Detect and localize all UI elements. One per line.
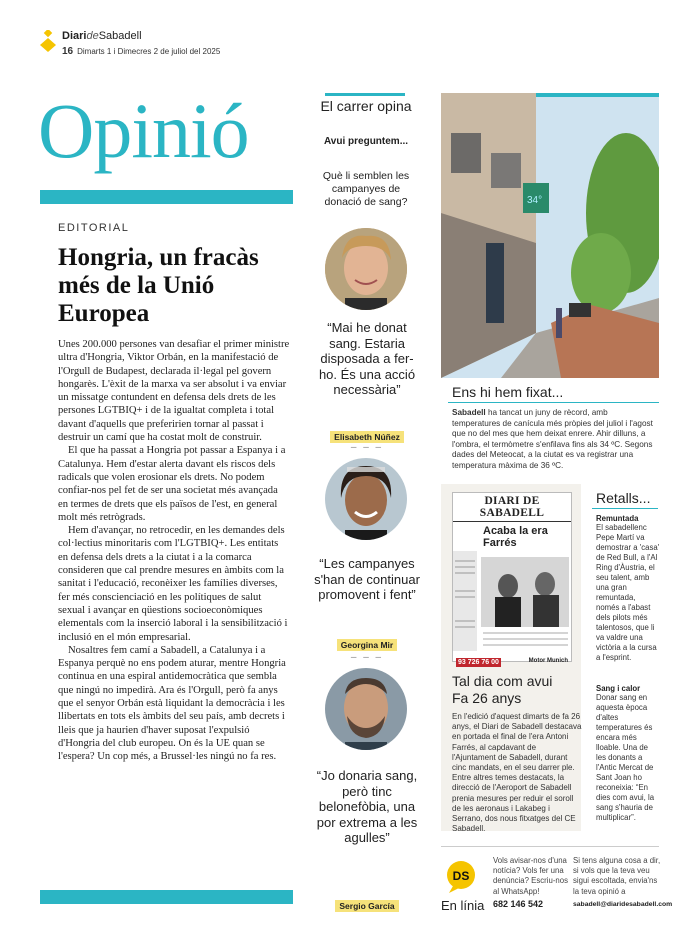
page-date: Dimarts 1 i Dimecres 2 de juliol del 2025 [77,47,221,56]
answer-name-3: Sergio García [335,900,398,912]
online-label: En línia [441,898,485,913]
editorial-paragraph: Nosaltres fem camí a Sabadell, a Catalunya i a Espanya perquè no ens podem aturar, mentre Hongria continua en una espiral antidemocràtica que sembla que ningú no impedirà. Ara és l'Orgull, però fa anys que el senyor Orbán està liquidant la democràcia i les llibertats en tots els àmbits del seu país, amb decrets i lleis que ja haurien d'haver suposat l'expulsió d'Hongria del club europeu. On és la UE quan se l'espera? Un cop més, a Brussel·les ningú no fa res. [58,644,286,763]
carrer-opina-subtitle: Avui preguntem... [323,136,409,147]
ds-logo-icon [445,860,477,894]
retalls-title: Retalls... [596,490,651,506]
retall-heading-2: Sang i calor [596,684,641,693]
ds-logo-text: DS [452,869,470,883]
editorial-label: EDITORIAL [58,222,130,234]
answer-name-1: Elisabeth Núñez [330,431,404,443]
street-photo [441,93,659,378]
editorial-bottom-bar [40,890,293,904]
page-info [62,46,220,57]
front-page-headline: Acaba la era Farrés [483,525,548,549]
retall-heading-1: Remuntada [596,514,639,523]
answer-quote-3: “Jo donaria sang, però tinc belonefòbia, una por extrema a les agulles” [316,768,418,845]
editorial-paragraph: Hem d'avançar, no retrocedir, en les demandes dels col·lectius minoritaris com l'LGTBIQ+. Les entitats en defensa dels drets a la ciutat i a la comarca consideren que cal prendre mesures en àmbits com la sanitat i l'educació, reconèixer les famílies diverses, fer més conscienciació en les polítiques de salut sexual i avançar en qüestions socioeconòmiques elementals com la inserció laboral i la sensibilització i inclusió en el món empresarial. [58,525,288,643]
diari-logo-icon [40,30,56,52]
front-page-masthead: DIARI DE SABADELL [453,493,571,522]
online-divider [441,846,659,847]
carrer-opina-title: El carrer opina [320,98,412,114]
answer-quote-1: “Mai he donat sang. Estaria disposada a fer-ho. És una acció necessària” [318,320,416,397]
fixat-body: ha tancat un juny de rècord, amb temperatures de canícula més pròpies del juliol i l'agost que no del mes que hem deixat enrere. Ahir dilluns, a l'ombra, el termòmetre s'enfilava fins als 34 ºC. Segons dades del Meteocat, a la ciutat es va registrar una temperatura màxima de 36 ºC. [452,408,653,470]
carrer-opina-question: Què li semblen les campanyes de donació de sang? [322,170,410,208]
fixat-text [452,408,657,472]
front-page-thumbnail [452,492,572,666]
whatsapp-number[interactable]: 682 146 542 [493,899,544,909]
editorial-title: Hongria, un fracàs més de la Unió Europea [58,244,259,327]
front-page-ad-brand: Motor Munich [528,658,568,664]
mail-address[interactable]: sabadell@diaridesabadell.com [573,901,673,908]
answer-name-2: Georgina Mir [337,639,397,651]
front-page-photo [453,551,571,651]
masthead-brand: DiarideSabadell [62,30,142,42]
retalls-divider [592,508,658,509]
retall-text-1: El sabadellenc Pepe Martí va demostrar a 'casa' de Red Bull, a l'Al Ring d'Àustria, el seu talent, amb una gran remuntada, només a l'abast dels pilots més talentosos, que li va valdre una victòria a la cursa a l'esprint. [596,523,660,662]
fixat-lead: Sabadell [452,408,486,417]
pharmacy-temperature-sign: 34° [527,195,543,206]
tal-dia-text: En l'edició d'aquest dimarts de fa 26 anys, el Diari de Sabadell destacava en portada el final de l'era Antoni Farrés, al capdavant de l'Ajuntament de Sabadell, durant cinc mandats, en el seu darrer ple. Entre altres temes destacats, la direcció de l'Aeroport de Sabadell prenia mesures per reduir el soroll de les aeronaus i Lakabeg i Serrano, dos nous fitxatges del CE Sabadell. [452,712,582,834]
portrait-elisabeth [325,228,407,310]
fixat-title: Ens hi hem fixat... [452,384,564,400]
section-title: Opinió [38,87,249,174]
answer-separator: – – – [350,442,384,453]
editorial-body [58,338,290,764]
whatsapp-text: Vols avisar-nos d'una notícia? Vols fer una denúncia? Escriu-nos al WhatsApp! [493,856,568,896]
answer-name-wrap-2 [312,635,422,653]
tal-dia-subtitle: Fa 26 anys [452,690,522,706]
editorial-paragraph: El que ha passat a Hongria pot passar a Espanya i a Catalunya. Hem d'estar alerta davant els riscos dels radicals que volen erosionar els drets. No podem confiar-nos pel fet de ser una societat més avançada en termes de drets que els països de l'est, en general molt més retrògrads. [58,445,286,523]
editorial-top-bar [40,190,293,204]
tal-dia-title: Tal dia com avui [452,673,553,689]
portrait-georgina [325,458,407,540]
page-number: 16 [62,46,74,57]
front-page-ad-phone: 93 726 76 00 [458,659,499,666]
mail-text: Si tens alguna cosa a dir, si vols que la teva veu sigui escoltada, envia'ns la teva opinió a [573,856,661,896]
editorial-paragraph: Unes 200.000 persones van desafiar el primer ministre ultra d'Hongria, Viktor Orbán, en la manifestació de l'Orgull de Budapest, declarada il·legal pel govern hongarès. L'èxit de la marxa va ser absolut i va enviar un missatge contundent en defensa dels drets de les persones LGTBIQ+ i de la igualtat completa i total davant d'aquells que preferirien tornar al passat i destruir un camí que ha costat molt de construir. [58,339,290,444]
fixat-divider [448,402,659,403]
retall-text-2: Donar sang en aquesta època d'altes temperatures és encara més lloable. Una de les donants a l'Antic Mercat de Sant Joan ho reconeixia: “En dies com avui, la sang s'hauria de multiplicar”. [596,693,655,822]
answer-name-wrap-3 [312,896,422,914]
portrait-sergio [325,668,407,750]
answer-separator: – – – [350,652,384,663]
carrer-top-bar [325,93,405,96]
answer-quote-2: “Les campanyes s'han de continuar promovent i fent” [314,556,420,602]
